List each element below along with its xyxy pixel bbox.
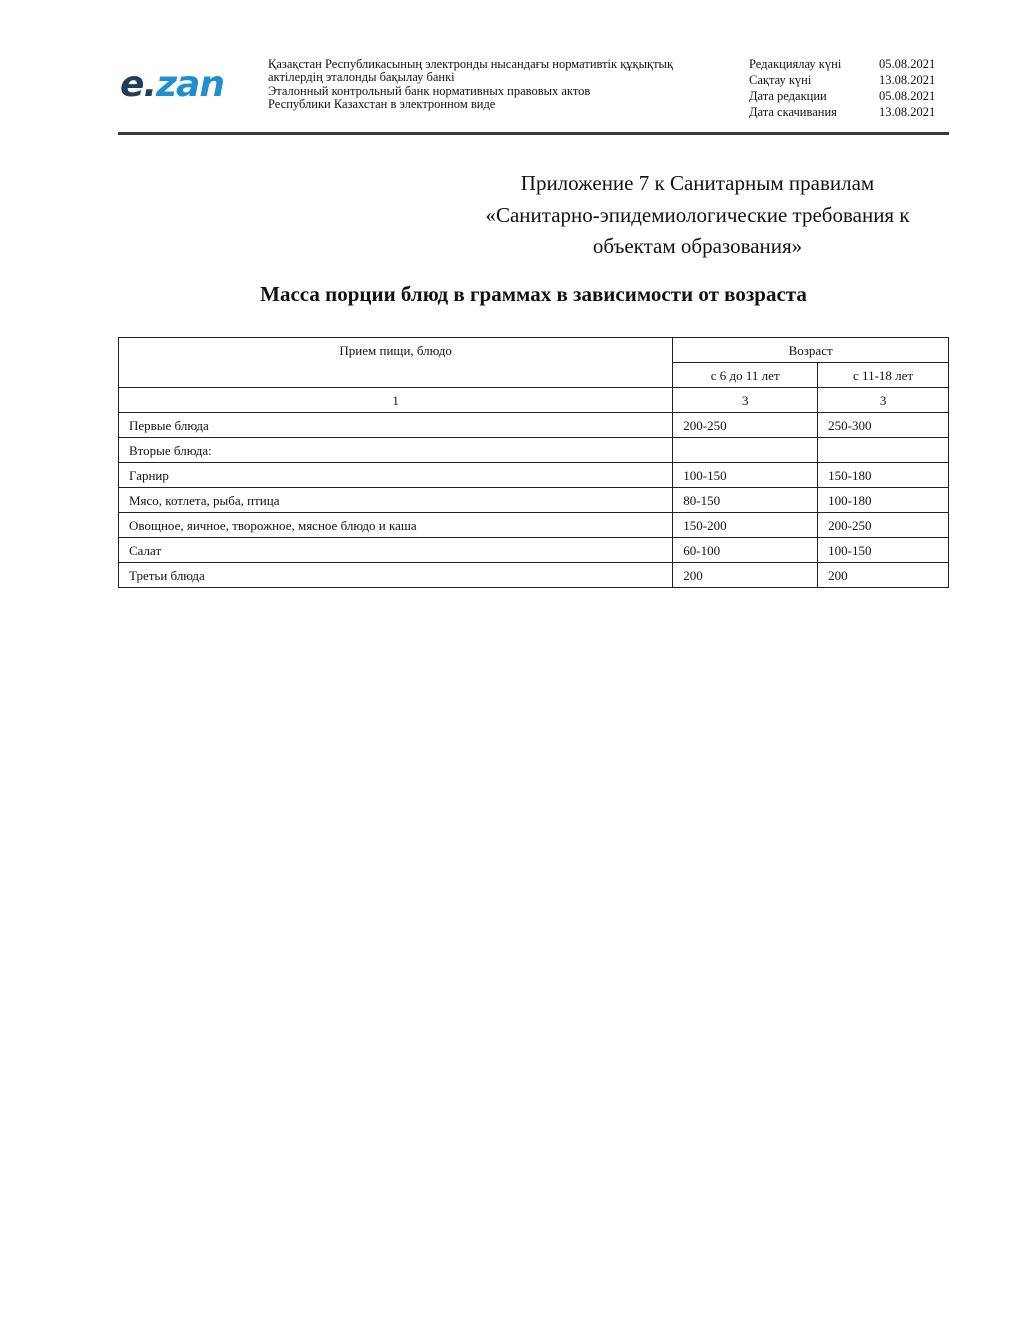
appendix-line: «Санитарно-эпидемиологические требования к — [485, 202, 910, 227]
header-age-group: с 6 до 11 лет — [673, 363, 818, 388]
dish-name: Вторые блюда: — [119, 438, 673, 463]
portion-6-11: 60-100 — [673, 538, 818, 563]
table-row — [119, 438, 949, 463]
date-row — [749, 72, 949, 88]
bank-description-line: Эталонный контрольный банк нормативных правовых актов — [268, 83, 591, 98]
dish-name: Салат — [119, 538, 673, 563]
table-row — [119, 488, 949, 513]
appendix-reference — [440, 168, 955, 263]
header-divider — [118, 132, 949, 135]
portion-6-11: 100-150 — [673, 463, 818, 488]
table-row — [119, 413, 949, 438]
appendix-line: Приложение 7 к Санитарным правилам — [520, 171, 875, 195]
date-label: Дата скачивания — [749, 105, 837, 119]
portion-11-18: 150-180 — [818, 463, 949, 488]
document-dates — [749, 56, 949, 120]
table-row — [119, 563, 949, 588]
portion-6-11: 200-250 — [673, 413, 818, 438]
table-row — [119, 463, 949, 488]
document-title: Масса порции блюд в граммах в зависимости от возраста — [260, 282, 807, 306]
date-value: 05.08.2021 — [879, 57, 936, 71]
dish-name: Первые блюда — [119, 413, 673, 438]
portion-6-11: 80-150 — [673, 488, 818, 513]
portion-11-18: 200 — [818, 563, 949, 588]
appendix-line: объектам образования» — [592, 234, 803, 258]
date-row — [749, 104, 949, 120]
svg-text:e.zan: e.zan — [120, 64, 224, 104]
bank-description-line: актілердің эталонды бақылау банкі — [268, 70, 455, 85]
header-age: Возраст — [673, 338, 949, 363]
column-number: 3 — [673, 388, 818, 413]
bank-description-line: Қазақстан Республикасының электронды нысандағы нормативтік құқықтық — [268, 57, 674, 71]
header-meal: Прием пищи, блюдо — [119, 338, 673, 388]
table-row — [119, 538, 949, 563]
table-header-row — [119, 338, 949, 363]
dish-name: Овощное, яичное, творожное, мясное блюдо и каша — [119, 513, 673, 538]
portion-11-18 — [818, 438, 949, 463]
date-label: Дата редакции — [749, 89, 827, 103]
document-header — [118, 52, 949, 132]
portion-table — [118, 337, 949, 588]
portion-11-18: 100-180 — [818, 488, 949, 513]
date-label: Сақтау күні — [749, 73, 812, 87]
dish-name: Мясо, котлета, рыба, птица — [119, 488, 673, 513]
portion-11-18: 100-150 — [818, 538, 949, 563]
column-number: 1 — [119, 388, 673, 413]
bank-description-line: Республики Казахстан в электронном виде — [268, 96, 496, 111]
date-value: 05.08.2021 — [879, 89, 936, 103]
table-row — [119, 513, 949, 538]
date-row — [749, 56, 949, 72]
portion-6-11: 150-200 — [673, 513, 818, 538]
portion-11-18: 250-300 — [818, 413, 949, 438]
portion-6-11: 200 — [673, 563, 818, 588]
ezan-logo — [120, 64, 240, 104]
column-number: 3 — [818, 388, 949, 413]
portion-11-18: 200-250 — [818, 513, 949, 538]
date-value: 13.08.2021 — [879, 73, 936, 87]
header-age-group: с 11-18 лет — [818, 363, 949, 388]
date-label: Редакциялау күні — [749, 57, 842, 71]
date-row — [749, 88, 949, 104]
dish-name: Гарнир — [119, 463, 673, 488]
column-number-row — [119, 388, 949, 413]
portion-6-11 — [673, 438, 818, 463]
dish-name: Третьи блюда — [119, 563, 673, 588]
date-value: 13.08.2021 — [879, 105, 936, 119]
bank-description — [268, 58, 718, 111]
